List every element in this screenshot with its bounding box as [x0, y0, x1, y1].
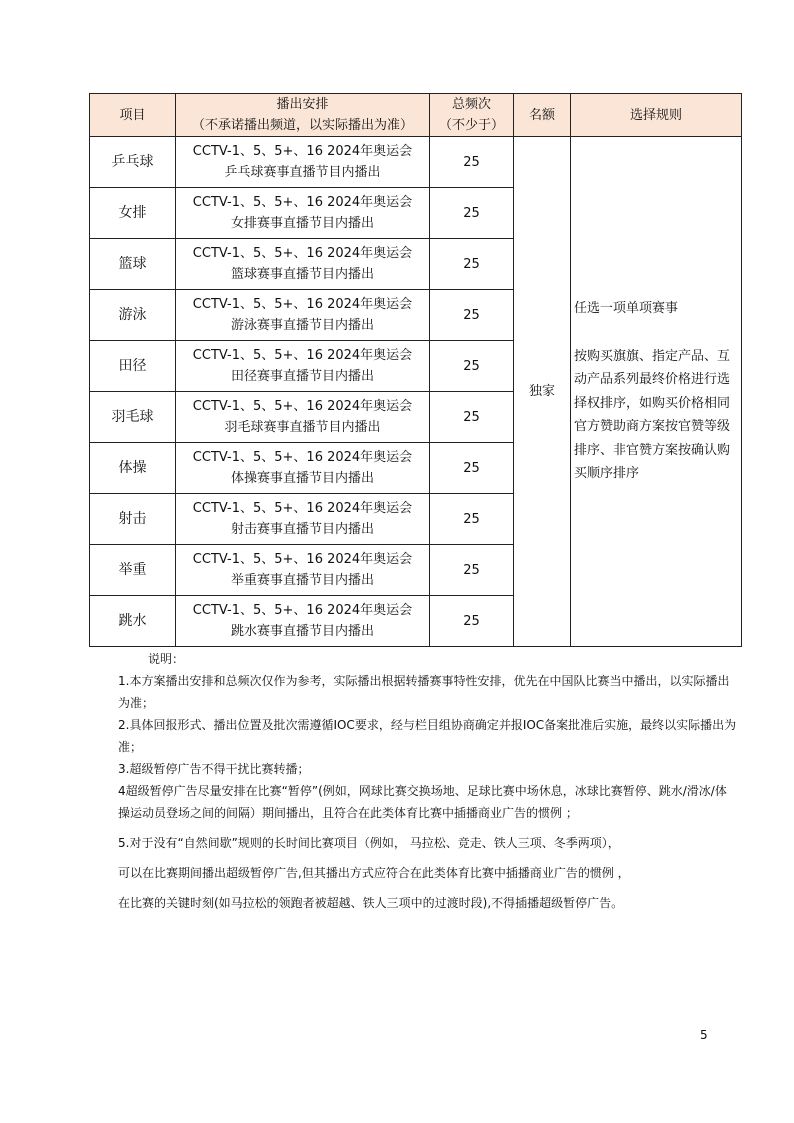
broadcast-line: CCTV-1、5、5+、16 2024年奥运会	[192, 399, 413, 414]
broadcast-line: 体操赛事直播节目内播出	[230, 471, 374, 486]
frequency-value: 25	[430, 443, 514, 494]
header-broadcast-line1: 播出安排	[276, 97, 329, 112]
broadcast-line: CCTV-1、5、5+、16 2024年奥运会	[192, 450, 413, 465]
broadcast-line: CCTV-1、5、5+、16 2024年奥运会	[192, 195, 413, 210]
broadcast-line: CCTV-1、5、5+、16 2024年奥运会	[192, 297, 413, 312]
header-rules: 选择规则	[571, 94, 742, 137]
item-name: 体操	[90, 443, 176, 494]
table-row	[90, 137, 742, 188]
note-item: 2.具体回报形式、播出位置及批次需遵循IOC要求，经与栏目组协商确定并报IOC备案批准后实施，最终以实际播出为准；	[118, 718, 737, 754]
broadcast-line: 游泳赛事直播节目内播出	[230, 318, 374, 333]
broadcast-line: CCTV-1、5、5+、16 2024年奥运会	[192, 501, 413, 516]
frequency-value: 25	[430, 341, 514, 392]
broadcast-line: CCTV-1、5、5+、16 2024年奥运会	[192, 246, 413, 261]
header-frequency-line2: （不少于）	[438, 118, 504, 133]
item-name: 田径	[90, 341, 176, 392]
item-name: 跳水	[90, 596, 176, 647]
item-name: 射击	[90, 494, 176, 545]
broadcast-arrangement	[176, 188, 430, 239]
broadcast-arrangement	[176, 392, 430, 443]
broadcast-line: CCTV-1、5、5+、16 2024年奥运会	[192, 348, 413, 363]
broadcast-line: 篮球赛事直播节目内播出	[230, 267, 374, 282]
table-header-row	[90, 94, 742, 137]
item-name: 举重	[90, 545, 176, 596]
broadcast-schedule-table	[89, 93, 742, 647]
broadcast-line: CCTV-1、5、5+、16 2024年奥运会	[192, 552, 413, 567]
selection-rules-cell	[571, 137, 742, 647]
item-name: 游泳	[90, 290, 176, 341]
broadcast-arrangement	[176, 137, 430, 188]
broadcast-arrangement	[176, 596, 430, 647]
note-item: 在比赛的关键时刻(如马拉松的领跑者被超越、铁人三项中的过渡时段),不得插播超级暂停广告。	[118, 896, 624, 910]
broadcast-line: 田径赛事直播节目内播出	[230, 369, 374, 384]
broadcast-line: CCTV-1、5、5+、16 2024年奥运会	[192, 603, 413, 618]
note-item: 可以在比赛期间播出超级暂停广告,但其播出方式应符合在此类体育比赛中插播商业广告的惯例 ，	[118, 866, 630, 880]
broadcast-line: 女排赛事直播节目内播出	[230, 216, 374, 231]
note-item: 4超级暂停广告尽量安排在比赛“暂停”(例如，网球比赛交换场地、足球比赛中场休息，冰球比赛暂停、跳水/滑冰/体操运动员登场之间的间隔）期间播出，且符合在此类体育比赛中插播商业广告的惯例 ；	[118, 784, 727, 820]
frequency-value: 25	[430, 494, 514, 545]
broadcast-line: 乒乓球赛事直播节目内播出	[224, 165, 381, 180]
header-frequency-line1: 总频次	[451, 97, 491, 112]
rules-paragraph: 按购买旗旗、指定产品、互动产品系列最终价格进行选择权排序，如购买价格相同官方赞助商方案按官赞等级排序、非官赞方案按确认购买顺序排序	[574, 348, 731, 482]
broadcast-line: 举重赛事直播节目内播出	[230, 573, 374, 588]
notes-title: 说明：	[148, 652, 185, 666]
broadcast-line: 羽毛球赛事直播节目内播出	[224, 420, 381, 435]
frequency-value: 25	[430, 290, 514, 341]
item-name: 女排	[90, 188, 176, 239]
header-broadcast	[176, 94, 430, 137]
frequency-value: 25	[430, 596, 514, 647]
frequency-value: 25	[430, 239, 514, 290]
broadcast-arrangement	[176, 341, 430, 392]
quota-cell: 独家	[514, 137, 571, 647]
broadcast-arrangement	[176, 239, 430, 290]
broadcast-line: 跳水赛事直播节目内播出	[230, 624, 374, 639]
note-item: 1.本方案播出安排和总频次仅作为参考，实际播出根据转播赛事特性安排，优先在中国队比赛当中播出，以实际播出为准；	[118, 674, 730, 710]
header-frequency	[430, 94, 514, 137]
frequency-value: 25	[430, 392, 514, 443]
note-item: 5.对于没有“自然间歇”规则的长时间比赛项目（例如， 马拉松、竞走、铁人三项、冬季两项），	[118, 836, 620, 850]
note-item: 3.超级暂停广告不得干扰比赛转播；	[118, 762, 310, 776]
header-quota: 名额	[514, 94, 571, 137]
frequency-value: 25	[430, 188, 514, 239]
item-name: 篮球	[90, 239, 176, 290]
notes-section	[118, 648, 738, 914]
broadcast-arrangement	[176, 545, 430, 596]
rules-paragraph: 任选一项单项赛事	[574, 301, 679, 317]
broadcast-line: CCTV-1、5、5+、16 2024年奥运会	[192, 144, 413, 159]
broadcast-arrangement	[176, 494, 430, 545]
item-name: 乒乓球	[90, 137, 176, 188]
header-broadcast-line2: （不承诺播出频道，以实际播出为准）	[191, 118, 413, 133]
broadcast-line: 射击赛事直播节目内播出	[230, 522, 374, 537]
page-number: 5	[700, 1028, 708, 1042]
item-name: 羽毛球	[90, 392, 176, 443]
frequency-value: 25	[430, 137, 514, 188]
header-item: 项目	[90, 94, 176, 137]
broadcast-arrangement	[176, 290, 430, 341]
frequency-value: 25	[430, 545, 514, 596]
broadcast-arrangement	[176, 443, 430, 494]
